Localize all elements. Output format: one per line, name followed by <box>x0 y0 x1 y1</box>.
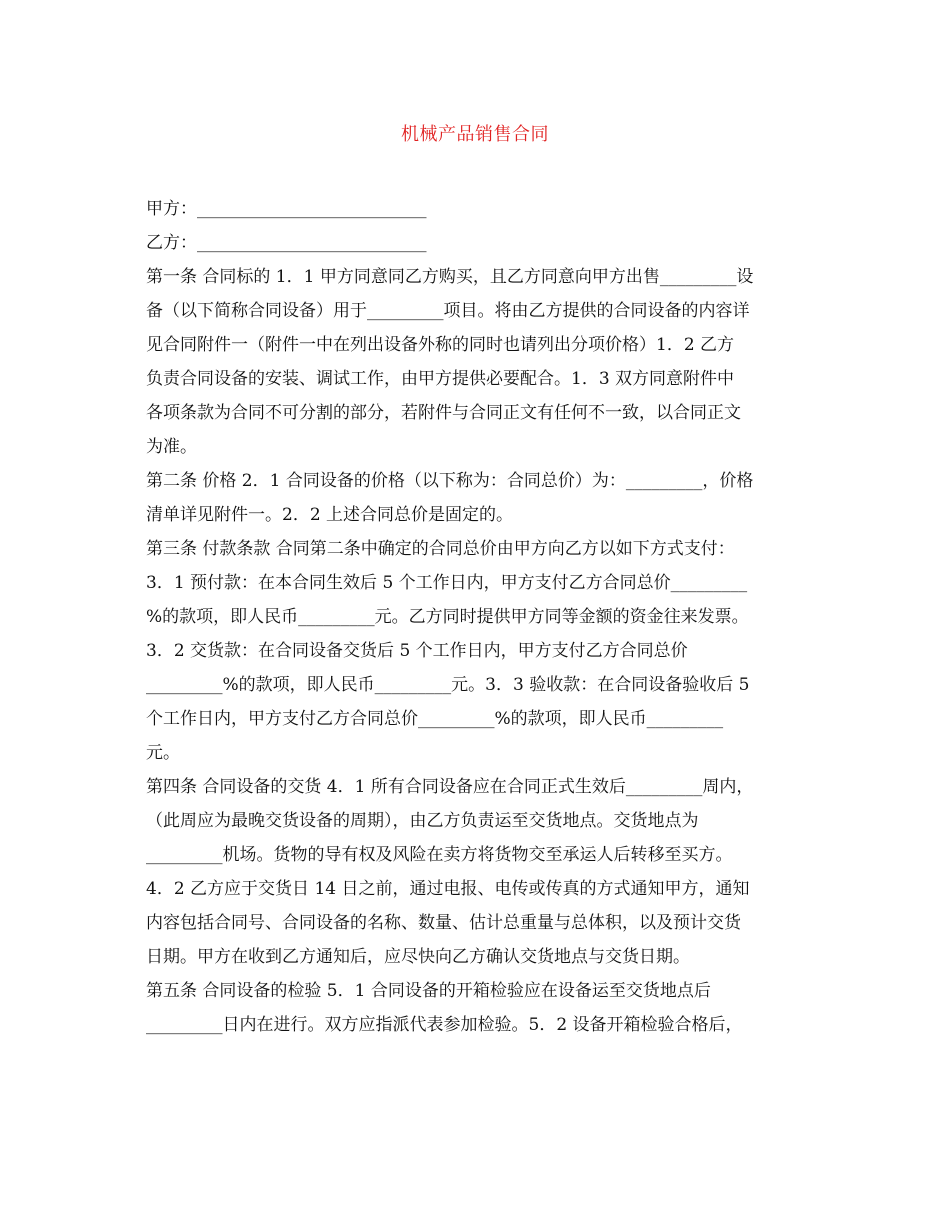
article-3-line: 3．1 预付款：在本合同生效后 5 个工作日内，甲方支付乙方合同总价_________ <box>146 573 748 593</box>
document-title: 机械产品销售合同 <box>401 124 549 145</box>
party-a-line: 甲方：___________________________ <box>146 199 427 219</box>
article-5-line: _________日内在进行。双方应指派代表参加检验。5．2 设备开箱检验合格后， <box>146 1015 743 1035</box>
article-3-line: 个工作日内，甲方支付乙方合同总价_________%的款项，即人民币_________ <box>146 709 724 729</box>
article-1-line: 备（以下简称合同设备）用于_________项目。将由乙方提供的合同设备的内容详 <box>146 301 750 321</box>
article-4-line: （此周应为最晚交货设备的周期），由乙方负责运至交货地点。交货地点为 <box>146 811 699 831</box>
article-4-line: 日期。甲方在收到乙方通知后，应尽快向乙方确认交货地点与交货日期。 <box>146 947 690 967</box>
article-1-line: 第一条 合同标的 1．1 甲方同意同乙方购买，且乙方同意向甲方出售_________设 <box>146 267 754 287</box>
article-1-line: 见合同附件一（附件一中在列出设备外称的同时也请列出分项价格）1．2 乙方 <box>146 335 735 355</box>
party-b-line: 乙方：___________________________ <box>146 233 427 253</box>
article-5-line: 第五条 合同设备的检验 5．1 合同设备的开箱检验应在设备运至交货地点后 <box>146 981 711 1001</box>
article-4-line: 4．2 乙方应于交货日 14 日之前，通过电报、电传或传真的方式通知甲方，通知 <box>146 879 750 899</box>
article-1-line: 各项条款为合同不可分割的部分，若附件与合同正文有任何不一致，以合同正文 <box>146 403 741 423</box>
article-3-line: _________%的款项，即人民币_________元。3．3 验收款：在合同设备验收后 5 <box>146 675 750 695</box>
article-4-line: 第四条 合同设备的交货 4．1 所有合同设备应在合同正式生效后_________周内， <box>146 777 754 797</box>
article-4-line: _________机场。货物的导有权及风险在卖方将货物交至承运人后转移至买方。 <box>146 845 733 865</box>
article-2-line: 清单详见附件一。2．2 上述合同总价是固定的。 <box>146 505 514 525</box>
article-3-line: 元。 <box>146 743 180 763</box>
article-3-line: %的款项，即人民币_________元。乙方同时提供甲方同等金额的资金往来发票。 <box>146 607 749 627</box>
article-1-line: 为准。 <box>146 437 197 457</box>
article-3-line: 第三条 付款条款 合同第二条中确定的合同总价由甲方向乙方以如下方式支付： <box>146 539 735 559</box>
article-2-line: 第二条 价格 2．1 合同设备的价格（以下称为：合同总价）为：_________，价格 <box>146 471 754 491</box>
document-body <box>146 192 808 1042</box>
article-4-line: 内容包括合同号、合同设备的名称、数量、估计总重量与总体积，以及预计交货 <box>146 913 741 933</box>
article-1-line: 负责合同设备的安装、调试工作，由甲方提供必要配合。1．3 双方同意附件中 <box>146 369 735 389</box>
article-3-line: 3．2 交货款：在合同设备交货后 5 个工作日内，甲方支付乙方合同总价 <box>146 641 688 661</box>
